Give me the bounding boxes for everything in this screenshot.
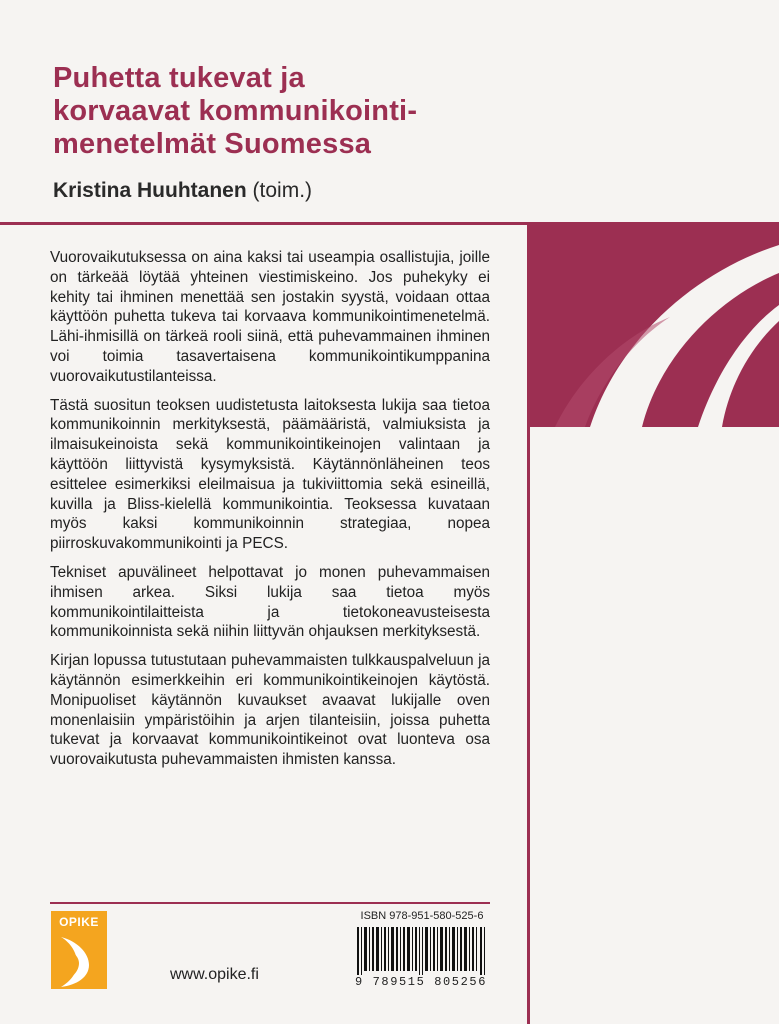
paragraph-1: Vuorovaikutuksessa on aina kaksi tai useampia osallistujia, joille on tärkeää löytää yhteinen viestimiskeino. Jos puhekyky ei kehity tai ihminen menettää sen jostakin syystä, voidaan ottaa käyttöön puhetta tukeva tai korvaava kommunikointimenetelmä. Lähi-ihmisillä on tärkeä rooli siinä, että puhevammainen ihminen voi toimia tasavertaisena kommunikointikumppanina vuorovaikutustilanteissa. <box>50 249 490 385</box>
isbn-barcode <box>355 927 489 975</box>
barcode-digits: 9 789515 805256 <box>354 975 488 989</box>
decorative-swoosh-graphic <box>530 225 779 427</box>
paragraph-2: Tästä suositun teoksen uudistetusta laitoksesta lukija saa tietoa kommunikoinnin merkityksestä, päämääristä, valmiuksista ja ilmaisukeinoista sekä kommunikointikeinojen valintaan ja käyttöön liittyvistä kysymyksistä. Käytännönläheinen teos esittelee esimerkiksi eleilmaisua ja tukiviittomia sekä esineillä, kuvilla ja Bliss-kielellä kommunikointia. Teoksessa kuvataan myös kaksi kommunikoinnin strategiaa, nopea piirroskuvakommunikointi ja PECS. <box>50 396 490 553</box>
title-line-3: menetelmät Suomessa <box>53 128 372 160</box>
author-role: (toim.) <box>252 179 313 202</box>
title-line-2: korvaavat kommunikointi- <box>53 95 418 127</box>
back-cover-description <box>50 248 490 779</box>
logo-text: OPIKE <box>59 915 99 929</box>
author-name: Kristina Huuhtanen <box>53 179 247 202</box>
title-line-1: Puhetta tukevat ja <box>53 62 305 94</box>
isbn-label: ISBN 978-951-580-525-6 <box>360 910 484 922</box>
book-title <box>53 62 573 161</box>
paragraph-3: Tekniset apuvälineet helpottavat jo monen puhevammaisen ihmisen arkea. Siksi lukija saa tietoa myös kommunikointilaitteista ja tietokoneavusteisesta kommunikoinnista sekä niihin liittyvän ohjauksen merkityksestä. <box>50 563 490 641</box>
opike-logo <box>51 911 107 989</box>
bottom-divider <box>50 902 490 904</box>
publisher-website[interactable]: www.opike.fi <box>170 966 259 983</box>
author-line <box>53 178 312 204</box>
paragraph-4: Kirjan lopussa tutustutaan puhevammaisten tulkkauspalveluun ja käytännön esimerkkeihin eri kommunikointikeinojen käytöstä. Monipuoliset käytännön kuvaukset avaavat lukijalle oven monenlaisiin ympäristöihin ja arjen tilanteisiin, joissa puhetta tukevat ja korvaavat kommunikointikeinot ovat luonteva osa vuorovaikutusta puhevammaisten ihmisten kanssa. <box>50 652 490 769</box>
